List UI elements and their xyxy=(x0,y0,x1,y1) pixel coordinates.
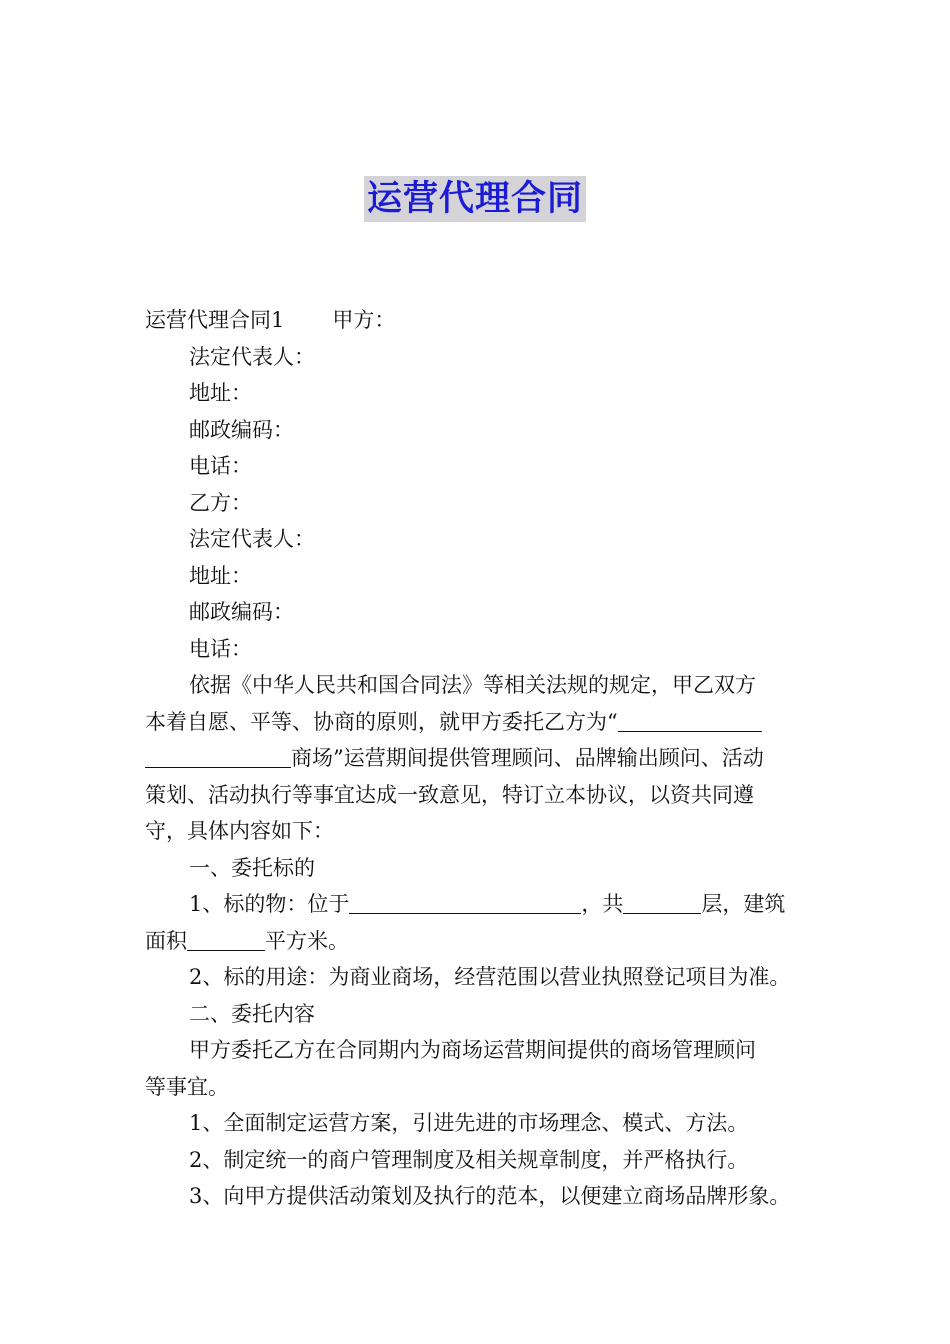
preamble-line-2 xyxy=(145,704,820,741)
section-1-heading: 一、委托标的 xyxy=(189,855,315,880)
party-a-phone: 电话： xyxy=(189,454,252,478)
party-b-address: 地址： xyxy=(189,563,252,588)
section-2-item-1: 1、全面制定运营方案，引进先进的市场理念、模式、方法。 xyxy=(189,1111,749,1135)
document-body xyxy=(145,302,820,1215)
section-1-item-1-line-2 xyxy=(145,923,820,960)
preamble-line-1: 依据《中华人民共和国合同法》等相关法规的规定，甲乙双方 xyxy=(189,673,756,697)
preamble-line-3 xyxy=(145,740,820,777)
party-a-legal-rep: 法定代表人： xyxy=(189,344,315,369)
party-b-postcode: 邮政编码： xyxy=(189,600,294,624)
heading-row xyxy=(145,302,820,339)
party-a-postcode: 邮政编码： xyxy=(189,417,294,442)
section-2-item-2: 2、制定统一的商户管理制度及相关规章制度，并严格执行。 xyxy=(189,1147,749,1172)
item-1-floors-suffix: 层，建筑 xyxy=(701,892,786,916)
document-title: 运营代理合同 xyxy=(364,176,586,222)
blank-mall-name-part-1 xyxy=(618,709,762,732)
blank-mall-name-part-2 xyxy=(145,745,291,768)
section-2-intro-line-2: 等事宜。 xyxy=(145,1074,229,1099)
title-container xyxy=(0,176,950,222)
section-2-intro-line-1: 甲方委托乙方在合同期内为商场运营期间提供的商场管理顾问 xyxy=(189,1038,756,1062)
blank-area xyxy=(187,928,265,951)
section-2-item-3: 3、向甲方提供活动策划及执行的范本，以便建立商场品牌形象。 xyxy=(189,1184,791,1208)
blank-floors xyxy=(623,891,701,914)
party-a-label: 甲方： xyxy=(332,308,396,332)
section-1-item-1-line-1 xyxy=(145,886,820,923)
section-2-heading: 二、委托内容 xyxy=(189,1001,315,1026)
preamble-line-5: 守，具体内容如下： xyxy=(145,819,334,843)
party-b-phone: 电话： xyxy=(189,636,252,661)
section-1-item-2: 2、标的用途：为商业商场，经营范围以营业执照登记项目为准。 xyxy=(189,965,791,989)
party-b-label: 乙方： xyxy=(189,490,252,515)
item-1-location-label: 1、标的物：位于 xyxy=(189,892,350,916)
party-a-address: 地址： xyxy=(189,381,252,405)
preamble-line-4: 策划、活动执行等事宜达成一致意见，特订立本协议，以资共同遵 xyxy=(145,782,754,807)
preamble-line-3-text: 商场”运营期间提供管理顾问、品牌输出顾问、活动 xyxy=(291,746,764,770)
item-1-area-suffix: 平方米。 xyxy=(265,928,349,953)
item-1-area-label: 面积 xyxy=(145,928,187,953)
preamble-line-2-text: 本着自愿、平等、协商的原则，就甲方委托乙方为“ xyxy=(145,709,618,734)
item-1-floors-label: ，共 xyxy=(581,892,624,916)
blank-location xyxy=(349,891,581,914)
contract-heading-label: 运营代理合同1 xyxy=(145,308,285,332)
party-b-legal-rep: 法定代表人： xyxy=(189,527,315,551)
